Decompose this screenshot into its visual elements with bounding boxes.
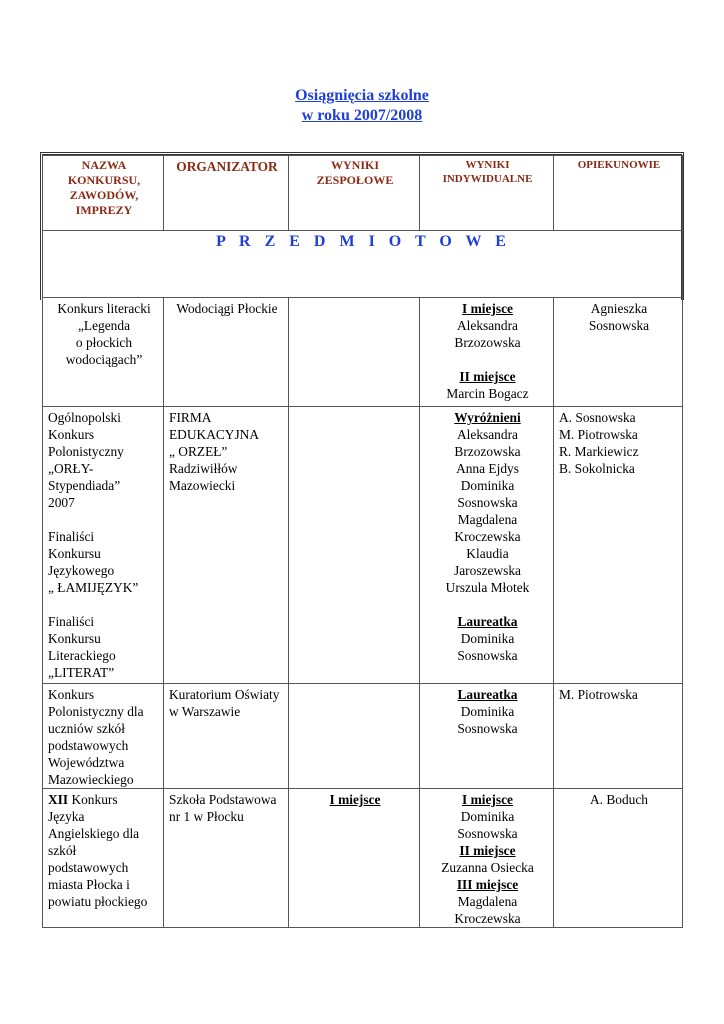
result-person: Dominika [460,631,515,646]
competition-name-line: powiatu płockiego [48,894,148,909]
tutors-cell [554,684,683,789]
competition-name-line: „LITERAT” [48,665,115,680]
competition-name-line [48,596,160,613]
result-person [425,596,550,613]
table-row [43,684,683,789]
competition-name-line: Mazowieckiego [48,772,134,787]
result-place-heading: Laureatka [457,687,518,702]
team-results-cell [289,298,420,407]
result-person: Aleksandra [457,427,518,442]
result-person: Magdalena [457,894,518,909]
competition-name-line: Województwa [48,755,125,770]
competition-name-cell [43,407,164,684]
result-person: Sosnowska [457,826,518,841]
organizer-line: FIRMA [169,410,212,425]
competition-name-line: wodociągach” [65,352,143,367]
competition-name-line: Polonistyczny dla [48,704,144,719]
header-individual-results [420,156,554,231]
competition-name-cell [43,684,164,789]
competition-name-line: Konkurs literacki [57,301,151,316]
header-tutors: OPIEKUNOWIE [554,156,683,231]
competition-name-line [48,511,160,528]
result-person: Brzozowska [454,444,521,459]
competition-name-line: Języka [48,809,85,824]
result-person: Brzozowska [454,335,521,350]
organizer-line: Radziwiłłów [169,461,238,476]
result-person: Urszula Młotek [445,580,530,595]
competition-name-line: Językowego [48,563,115,578]
header-competition-name [43,156,164,231]
competition-name-line: „ORŁY- [48,461,94,476]
result-person: Marcin Bogacz [446,386,529,401]
competition-name-line: Konkurs [48,687,95,702]
competition-name-line: Ogólnopolski [48,410,121,425]
document-subtitle: w roku 2007/2008 [301,107,423,124]
tutor-line: Agnieszka [590,301,648,316]
result-place-heading: I miejsce [462,792,513,807]
competition-name-line [48,791,160,808]
competition-name-line: „ ŁAMIJĘZYK” [48,580,139,595]
header-text-line: INDYWIDUALNE [442,173,533,185]
competition-name-line: podstawowych [48,738,129,753]
achievements-table [42,155,683,928]
competition-name-line: Stypendiada” [48,478,121,493]
result-person: Dominika [460,809,515,824]
competition-edition: XII [48,792,69,807]
organizer-line: Mazowiecki [169,478,236,493]
tutors-cell [554,407,683,684]
organizer-cell [164,684,289,789]
document-title: Osiągnięcia szkolne [295,87,429,104]
result-person [425,351,550,368]
competition-name-line: Literackiego [48,648,116,663]
result-person: Magdalena [457,512,518,527]
organizer-cell [164,789,289,928]
table-row [43,789,683,928]
header-text-line: WYNIKI [330,158,379,172]
tutor-line: A. Boduch [589,792,649,807]
competition-name-line: „Legenda [77,318,131,333]
competition-name-line: miasta Płocka i [48,877,130,892]
competition-name-line: Finaliści [48,529,95,544]
result-place-heading: Laureatka [457,614,518,629]
individual-results-cell [420,684,554,789]
section-heading: P R Z E D M I O T O W E [43,231,683,298]
organizer-line: nr 1 w Płocku [169,809,244,824]
header-text-line: WYNIKI [465,159,510,171]
tutor-line: M. Piotrowska [559,687,638,702]
individual-results-cell [420,789,554,928]
result-person: Anna Ejdys [456,461,519,476]
result-person: Jaroszewska [454,563,521,578]
result-place-heading: II miejsce [459,843,516,858]
team-results-cell [289,789,420,928]
competition-name-line: Konkursu [48,631,101,646]
result-person: Sosnowska [457,721,518,736]
result-person: Aleksandra [457,318,518,333]
organizer-line: EDUKACYJNA [169,427,260,442]
organizer-line: Wodociągi Płockie [176,301,278,316]
result-person: Zuzanna Osiecka [441,860,534,875]
organizer-cell [164,298,289,407]
competition-name-line: Angielskiego dla [48,826,140,841]
result-person: Dominika [460,478,515,493]
competition-name-line: szkół [48,843,77,858]
header-text-line: KONKURSU, [67,173,141,187]
organizer-line: w Warszawie [169,704,241,719]
result-person: Klaudia [466,546,509,561]
organizer-line: Szkoła Podstawowa [169,792,277,807]
competition-name-line: Konkursu [48,546,101,561]
section-row [43,231,683,298]
individual-results-cell [420,407,554,684]
tutor-line: R. Markiewicz [559,444,639,459]
table-body [43,298,683,928]
team-results-cell [289,684,420,789]
tutor-line: Sosnowska [588,318,650,333]
competition-name-line: 2007 [48,495,75,510]
result-place-heading: Wyróżnieni [454,410,521,425]
header-text-line: NAZWA [81,158,127,172]
tutor-line: A. Sosnowska [559,410,636,425]
organizer-line: „ ORZEŁ” [169,444,228,459]
competition-name-line: o płockich [75,335,133,350]
tutors-cell [554,298,683,407]
result-place-heading: III miejsce [456,877,519,892]
table-row [43,407,683,684]
result-person: Kroczewska [454,911,521,926]
team-result: I miejsce [329,792,381,807]
competition-name-line: Finaliści [48,614,95,629]
result-place-heading: II miejsce [459,369,516,384]
organizer-cell [164,407,289,684]
competition-name-cell [43,298,164,407]
header-text-line: ZAWODÓW, [69,188,139,202]
competition-name-line: uczniów szkół [48,721,125,736]
competition-name-line: Polonistyczny [48,444,124,459]
team-results-cell [289,407,420,684]
tutor-line: B. Sokolnicka [559,461,635,476]
organizer-line: Kuratorium Oświaty [169,687,280,702]
individual-results-cell [420,298,554,407]
tutor-line: M. Piotrowska [559,427,638,442]
result-place-heading: I miejsce [462,301,513,316]
tutors-cell [554,789,683,928]
table-row [43,298,683,407]
header-row [43,156,683,231]
competition-name-line: podstawowych [48,860,129,875]
result-person: Sosnowska [457,648,518,663]
competition-name-line: Konkurs [48,427,95,442]
header-team-results [289,156,420,231]
header-text-line: IMPREZY [75,203,133,217]
result-person: Dominika [460,704,515,719]
competition-name-cell [43,789,164,928]
competition-name-text: Konkurs [68,792,118,807]
result-person: Kroczewska [454,529,521,544]
result-person: Sosnowska [457,495,518,510]
header-organizer: ORGANIZATOR [164,156,289,231]
header-text-line: ZESPOŁOWE [316,173,394,187]
